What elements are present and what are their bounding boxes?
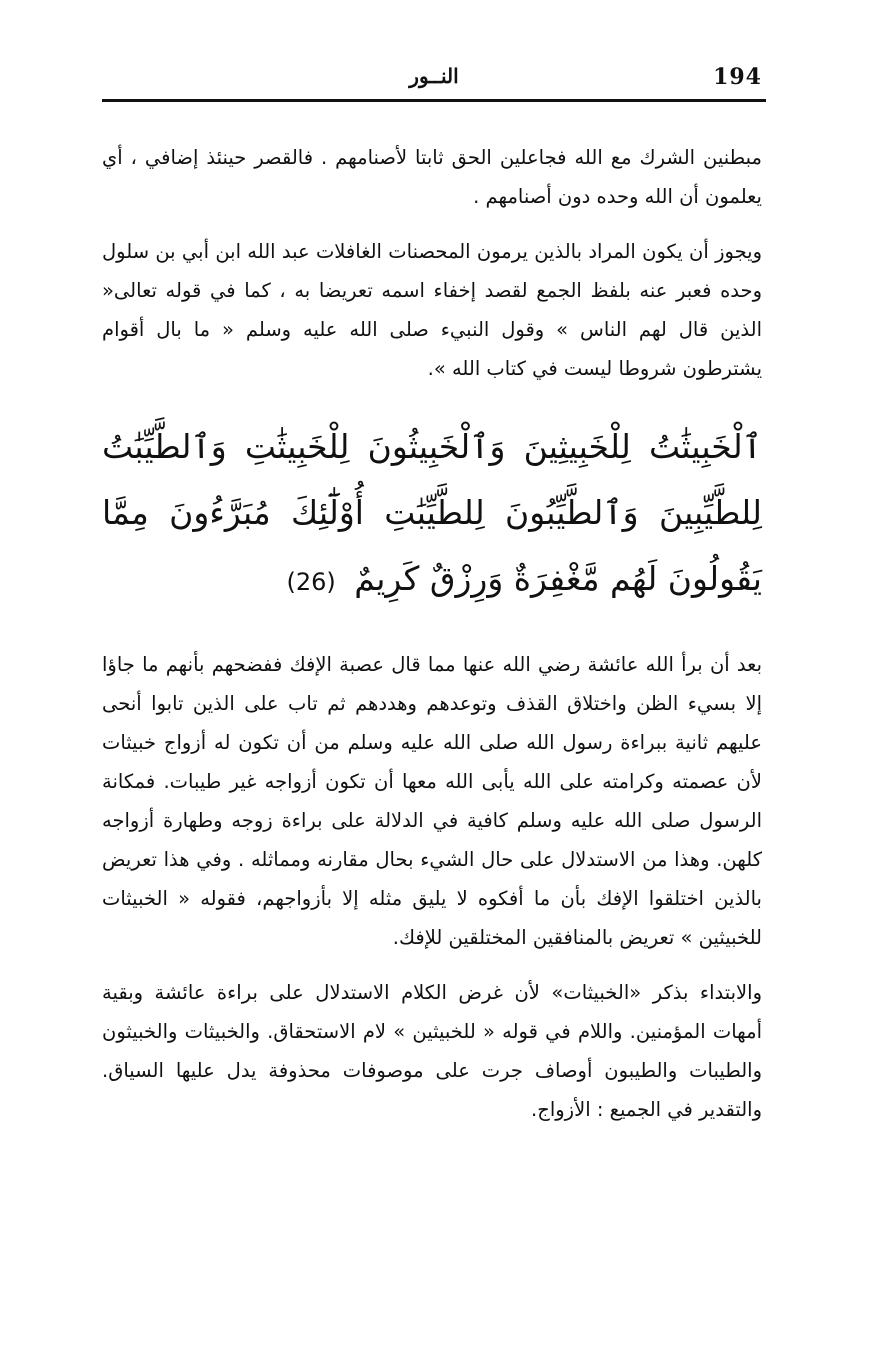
paragraph-2: ويجوز أن يكون المراد بالذين يرمون المحصنات الغافلات عبد الله ابن أبي بن سلول وحده فعبر عنه بلفظ الجمع لقصد إخفاء اسمه تعريضا به ، كما في قوله تعالى« الذين قال لهم الناس » وقول النبيء صلى الله عليه وسلم « ما بال أقوام يشترطون شروطا ليست في كتاب الله ». — [102, 240, 762, 380]
header-divider — [102, 99, 766, 102]
page-body — [102, 138, 762, 1129]
verse-number: (26) — [286, 568, 336, 596]
quran-verse — [102, 414, 762, 615]
surah-title: النــور — [409, 64, 459, 88]
page-header — [102, 58, 766, 98]
paragraph-4: والابتداء بذكر «الخبيثات» لأن غرض الكلام الاستدلال على براءة عائشة وبقية أمهات المؤمنين. واللام في قوله « للخبيثين » لام الاستحقاق. والخبيثات والخبيثون والطيبات والطيبون أوصاف جرت على موصوفات محذوفة يدل عليها السياق. والتقدير في الجميع : الأزواج. — [102, 981, 762, 1121]
paragraph-3: بعد أن برأ الله عائشة رضي الله عنها مما قال عصبة الإفك ففضحهم بأنهم ما جاؤا إلا بسيء الظن واختلاق القذف وتوعدهم وهددهم ثم تاب على الذين تابوا أنحى عليهم ثانية ببراءة رسول الله صلى الله عليه وسلم من أن تكون له أزواج خبيثات لأن عصمته وكرامته على الله يأبى الله معها أن تكون أزواجه غير طيبات. فمكانة الرسول صلى الله عليه وسلم كافية في الدلالة على براءة زوجه وطهارة أزواجه كلهن. وهذا من الاستدلال على حال الشيء بحال مقارنه ومماثله . وفي هذا تعريض بالذين اختلقوا الإفك بأن ما أفكوه لا يليق مثله إلا بأزواجهم، فقوله « الخبيثات للخبيثين » تعريض بالمنافقين المختلقين للإفك. — [102, 653, 762, 949]
page-number: 194 — [713, 64, 762, 90]
paragraph-1: مبطنين الشرك مع الله فجاعلين الحق ثابتا لأصنامهم . فالقصر حينئذ إضافي ، أي يعلمون أن الله وحده دون أصنامهم . — [102, 146, 762, 208]
verse-text: ٱلْخَبِيثَٰتُ لِلْخَبِيثِينَ وَٱلْخَبِيثُونَ لِلْخَبِيثَٰتِ وَٱلطَّيِّبَٰتُ لِلطَّيِّبِينَ وَٱلطَّيِّبُونَ لِلطَّيِّبَٰتِ أُوْلَٰٓئِكَ مُبَرَّءُونَ مِمَّا يَقُولُونَ لَهُم مَّغْفِرَةٌ وَرِزْقٌ كَرِيمٌ — [102, 427, 762, 598]
